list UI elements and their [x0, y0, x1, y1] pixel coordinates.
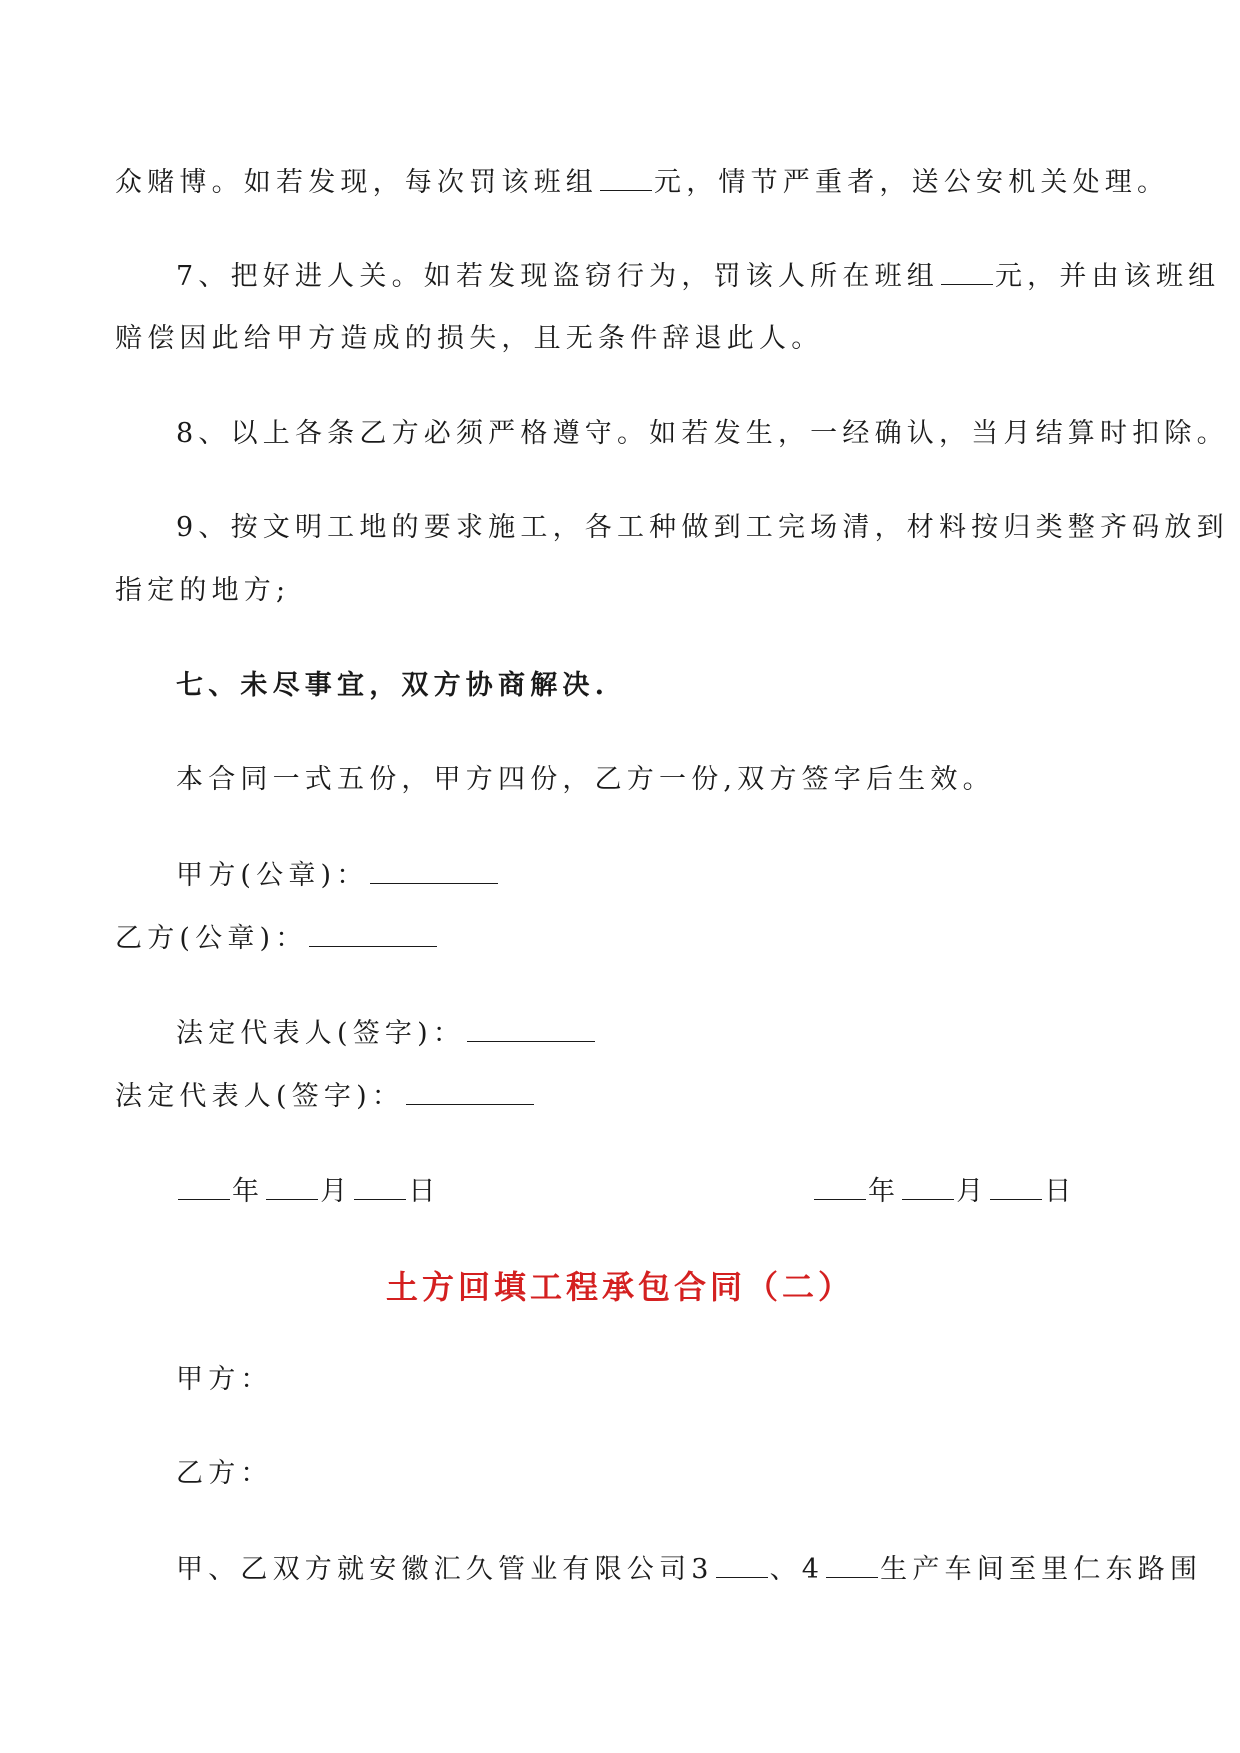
text: 8、以上各条乙方必须严格遵守。如若发生，一经确认，当月结算时扣除。	[176, 418, 1229, 449]
text: 年	[868, 1176, 901, 1207]
text: 法定代表人(签字)：	[176, 1018, 466, 1049]
party-b-label	[176, 1456, 273, 1492]
text: 7、把好进人关。如若发现盗窃行为，罚该人所在班组	[176, 261, 939, 292]
blank-underline	[354, 1173, 406, 1200]
blank-underline	[600, 164, 652, 191]
blank-underline	[716, 1551, 768, 1578]
text: 乙方：	[176, 1458, 273, 1489]
party-a-seal	[176, 857, 500, 894]
text: 本合同一式五份，甲方四份，乙方一份,双方签字后生效。	[176, 764, 995, 795]
party-a-label	[176, 1362, 273, 1398]
text: 指定的地方;	[115, 575, 291, 606]
party-b-seal	[115, 920, 439, 957]
text: 元，情节严重者，送公安机关处理。	[654, 167, 1170, 198]
text: 甲方：	[176, 1364, 273, 1395]
text: 月	[320, 1176, 353, 1207]
blank-underline	[178, 1173, 230, 1200]
line-2	[176, 258, 1220, 295]
text: 乙方(公章)：	[115, 923, 308, 954]
date-right	[812, 1173, 1077, 1210]
blank-underline	[990, 1173, 1042, 1200]
text: 年	[232, 1176, 265, 1207]
date-left	[176, 1173, 441, 1210]
line-15	[176, 1551, 1202, 1588]
blank-underline	[902, 1173, 954, 1200]
text: 元，并由该班组	[994, 261, 1221, 292]
text: 日	[1044, 1176, 1077, 1207]
line-1	[115, 164, 1169, 201]
blank-underline	[266, 1173, 318, 1200]
text: 生产车间至里仁东路围	[880, 1554, 1203, 1585]
text: 月	[956, 1176, 989, 1207]
text: 、4	[769, 1554, 825, 1585]
line-6	[115, 573, 290, 609]
text: 赔偿因此给甲方造成的损失，且无条件辞退此人。	[115, 323, 824, 354]
text: 日	[408, 1176, 441, 1207]
legal-rep-b	[115, 1078, 536, 1115]
text: 9、按文明工地的要求施工，各工种做到工完场清，材料按归类整齐码放到	[176, 512, 1229, 543]
text: 七、未尽事宜，双方协商解决.	[176, 670, 610, 701]
legal-rep-a	[176, 1015, 597, 1052]
blank-underline	[826, 1551, 878, 1578]
text: 甲、乙双方就安徽汇久管业有限公司3	[176, 1554, 714, 1585]
line-3	[115, 321, 823, 357]
text: 众赌博。如若发现，每次罚该班组	[115, 167, 598, 198]
text: 法定代表人(签字)：	[115, 1081, 405, 1112]
signature-blank	[370, 857, 498, 884]
line-8	[176, 762, 995, 798]
blank-underline	[814, 1173, 866, 1200]
text: 甲方(公章)：	[176, 860, 369, 891]
line-4	[176, 416, 1229, 452]
section-heading-7	[176, 668, 609, 704]
signature-blank	[309, 920, 437, 947]
contract-title: 土方回填工程承包合同（二）	[385, 1268, 854, 1306]
signature-blank	[406, 1078, 534, 1105]
blank-underline	[941, 258, 993, 285]
signature-blank	[467, 1015, 595, 1042]
line-5	[176, 510, 1229, 546]
